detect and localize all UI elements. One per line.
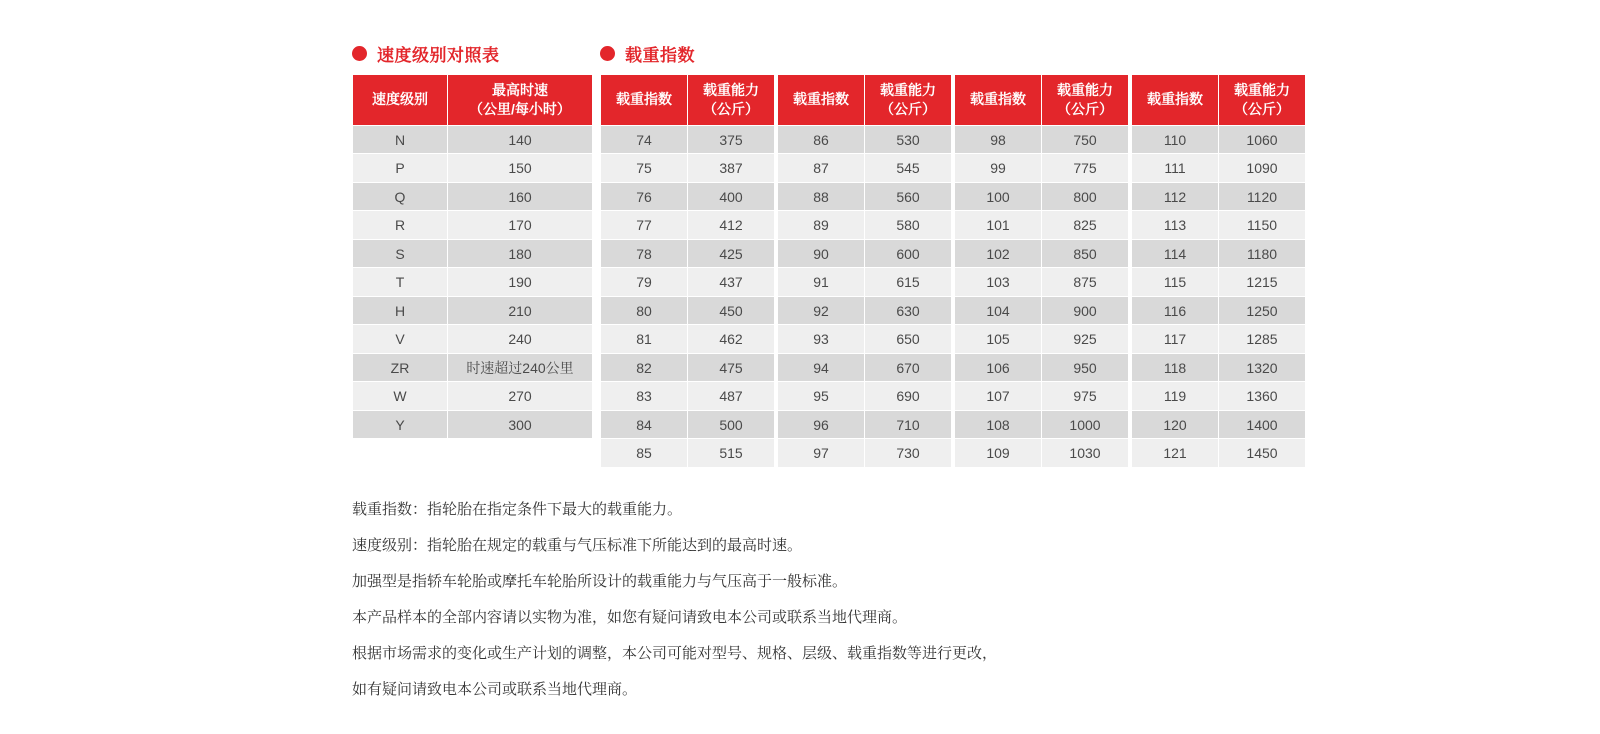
- load-capacity-cell: 462: [688, 325, 777, 354]
- load-capacity-cell: 710: [865, 410, 954, 439]
- load-index-cell: 77: [601, 211, 688, 240]
- load-index-table-body: [601, 125, 1306, 467]
- table-header-row: [601, 75, 1306, 126]
- table-row: [601, 268, 1306, 297]
- max-speed-cell: 190: [448, 268, 593, 297]
- load-capacity-cell: 775: [1042, 154, 1131, 183]
- load-index-cell: 101: [953, 211, 1042, 240]
- load-index-cell: 110: [1130, 125, 1219, 154]
- table-row: [601, 439, 1306, 468]
- speed-grade-cell: N: [353, 125, 448, 154]
- column-header-line2: （公斤）: [880, 100, 936, 117]
- table-row: [601, 410, 1306, 439]
- column-header-load-index: [776, 75, 865, 126]
- load-index-cell: 84: [601, 410, 688, 439]
- load-index-cell: 97: [776, 439, 865, 468]
- column-header-line1: 速度级别: [372, 91, 428, 108]
- load-index-cell: 92: [776, 296, 865, 325]
- load-capacity-cell: 545: [865, 154, 954, 183]
- table-row: [601, 353, 1306, 382]
- load-index-cell: 107: [953, 382, 1042, 411]
- load-index-cell: 100: [953, 182, 1042, 211]
- load-index-cell: 80: [601, 296, 688, 325]
- notes-block: [352, 500, 1172, 716]
- max-speed-cell: 210: [448, 296, 593, 325]
- load-capacity-cell: 580: [865, 211, 954, 240]
- load-capacity-cell: 1090: [1219, 154, 1306, 183]
- max-speed-cell: 300: [448, 410, 593, 439]
- load-capacity-cell: 750: [1042, 125, 1131, 154]
- load-capacity-cell: 875: [1042, 268, 1131, 297]
- column-header-line1: 载重指数: [616, 91, 672, 108]
- table-row: [353, 211, 593, 240]
- load-capacity-cell: 1400: [1219, 410, 1306, 439]
- table-row: [601, 125, 1306, 154]
- column-header-line2: （公斤）: [703, 100, 759, 117]
- load-index-cell: 81: [601, 325, 688, 354]
- load-index-section-heading: [600, 41, 695, 66]
- column-header-load-index: [601, 75, 688, 126]
- column-header-load-index: [1130, 75, 1219, 126]
- load-capacity-cell: 730: [865, 439, 954, 468]
- load-index-cell: 115: [1130, 268, 1219, 297]
- table-row: [353, 125, 593, 154]
- load-index-cell: 106: [953, 353, 1042, 382]
- load-capacity-cell: 925: [1042, 325, 1131, 354]
- table-row: [601, 182, 1306, 211]
- load-index-cell: 93: [776, 325, 865, 354]
- table-row: [353, 410, 593, 439]
- load-capacity-cell: 1060: [1219, 125, 1306, 154]
- column-header-line1: 载重指数: [793, 91, 849, 108]
- note-line: 如有疑问请致电本公司或联系当地代理商。: [352, 681, 638, 698]
- column-header-line1: 最高时速: [492, 82, 548, 98]
- max-speed-cell: 160: [448, 182, 593, 211]
- load-index-cell: 111: [1130, 154, 1219, 183]
- max-speed-cell: 150: [448, 154, 593, 183]
- note-line: 根据市场需求的变化或生产计划的调整，本公司可能对型号、规格、层级、载重指数等进行更改，: [352, 645, 998, 662]
- column-header-load-capacity: [688, 75, 777, 126]
- load-index-cell: 112: [1130, 182, 1219, 211]
- load-index-cell: 94: [776, 353, 865, 382]
- load-capacity-cell: 560: [865, 182, 954, 211]
- load-capacity-cell: 690: [865, 382, 954, 411]
- load-capacity-cell: 425: [688, 239, 777, 268]
- column-header-load-capacity: [1042, 75, 1131, 126]
- table-row: [353, 325, 593, 354]
- speed-grade-cell: P: [353, 154, 448, 183]
- load-index-cell: 75: [601, 154, 688, 183]
- load-capacity-cell: 1250: [1219, 296, 1306, 325]
- speed-grade-cell: Y: [353, 410, 448, 439]
- load-capacity-cell: 475: [688, 353, 777, 382]
- column-header-line1: 载重能力: [1057, 82, 1113, 98]
- load-index-cell: 78: [601, 239, 688, 268]
- speed-grade-cell: R: [353, 211, 448, 240]
- column-header-line2: （公斤）: [1234, 100, 1290, 117]
- max-speed-cell: 时速超过240公里: [448, 353, 593, 382]
- note-line: 载重指数：指轮胎在指定条件下最大的载重能力。: [352, 501, 683, 518]
- load-index-cell: 103: [953, 268, 1042, 297]
- load-index-cell: 76: [601, 182, 688, 211]
- speed-grade-table-body: [353, 125, 593, 439]
- table-row: [353, 182, 593, 211]
- load-capacity-cell: 630: [865, 296, 954, 325]
- bullet-dot-icon: [352, 46, 367, 61]
- load-index-cell: 113: [1130, 211, 1219, 240]
- load-capacity-cell: 615: [865, 268, 954, 297]
- load-capacity-cell: 1215: [1219, 268, 1306, 297]
- load-capacity-cell: 850: [1042, 239, 1131, 268]
- table-header-row: [353, 75, 593, 126]
- load-capacity-cell: 515: [688, 439, 777, 468]
- table-row: [601, 154, 1306, 183]
- speed-grade-table-head: [353, 75, 593, 126]
- load-capacity-cell: 975: [1042, 382, 1131, 411]
- column-header-line1: 载重指数: [970, 91, 1026, 108]
- load-index-cell: 90: [776, 239, 865, 268]
- max-speed-cell: 180: [448, 239, 593, 268]
- load-index-cell: 89: [776, 211, 865, 240]
- speed-grade-cell: S: [353, 239, 448, 268]
- table-row: [601, 296, 1306, 325]
- max-speed-cell: 140: [448, 125, 593, 154]
- table-row: [601, 382, 1306, 411]
- column-header-load-index: [953, 75, 1042, 126]
- load-capacity-cell: 950: [1042, 353, 1131, 382]
- column-header-line2: （公斤）: [1057, 100, 1113, 117]
- load-capacity-cell: 530: [865, 125, 954, 154]
- load-capacity-cell: 600: [865, 239, 954, 268]
- load-index-cell: 95: [776, 382, 865, 411]
- speed-grade-cell: W: [353, 382, 448, 411]
- speed-grade-cell: ZR: [353, 353, 448, 382]
- column-header-line2: （公里/每小时）: [469, 100, 571, 117]
- load-capacity-cell: 375: [688, 125, 777, 154]
- table-row: [601, 325, 1306, 354]
- load-index-cell: 98: [953, 125, 1042, 154]
- bullet-dot-icon: [600, 46, 615, 61]
- load-capacity-cell: 800: [1042, 182, 1131, 211]
- load-capacity-cell: 387: [688, 154, 777, 183]
- load-index-table: [600, 74, 1306, 468]
- speed-grade-table: [352, 74, 593, 439]
- table-row: [353, 268, 593, 297]
- load-capacity-cell: 1000: [1042, 410, 1131, 439]
- speed-grade-heading-label: 速度级别对照表: [377, 46, 500, 65]
- load-capacity-cell: 412: [688, 211, 777, 240]
- column-header-line1: 载重能力: [703, 82, 759, 98]
- load-capacity-cell: 1450: [1219, 439, 1306, 468]
- table-row: [353, 239, 593, 268]
- column-header-load-capacity: [1219, 75, 1306, 126]
- load-index-cell: 87: [776, 154, 865, 183]
- load-index-cell: 82: [601, 353, 688, 382]
- table-row: [353, 296, 593, 325]
- load-index-heading-label: 载重指数: [625, 46, 695, 65]
- load-capacity-cell: 670: [865, 353, 954, 382]
- table-row: [601, 211, 1306, 240]
- load-index-cell: 102: [953, 239, 1042, 268]
- speed-grade-cell: T: [353, 268, 448, 297]
- load-index-cell: 121: [1130, 439, 1219, 468]
- load-index-cell: 120: [1130, 410, 1219, 439]
- column-header-line1: 载重能力: [880, 82, 936, 98]
- load-index-cell: 116: [1130, 296, 1219, 325]
- speed-grade-section-heading: [352, 41, 500, 66]
- column-header-line1: 载重指数: [1147, 91, 1203, 108]
- load-index-cell: 86: [776, 125, 865, 154]
- max-speed-cell: 270: [448, 382, 593, 411]
- load-capacity-cell: 650: [865, 325, 954, 354]
- note-line: 加强型是指轿车轮胎或摩托车轮胎所设计的载重能力与气压高于一般标准。: [352, 573, 848, 590]
- load-index-cell: 119: [1130, 382, 1219, 411]
- load-index-cell: 117: [1130, 325, 1219, 354]
- load-index-cell: 79: [601, 268, 688, 297]
- column-header-line1: 载重能力: [1234, 82, 1290, 98]
- max-speed-cell: 240: [448, 325, 593, 354]
- table-row: [353, 353, 593, 382]
- load-index-cell: 99: [953, 154, 1042, 183]
- load-capacity-cell: 1030: [1042, 439, 1131, 468]
- load-capacity-cell: 500: [688, 410, 777, 439]
- table-row: [353, 154, 593, 183]
- load-capacity-cell: 437: [688, 268, 777, 297]
- load-capacity-cell: 450: [688, 296, 777, 325]
- load-index-cell: 88: [776, 182, 865, 211]
- load-capacity-cell: 1285: [1219, 325, 1306, 354]
- table-row: [353, 382, 593, 411]
- load-capacity-cell: 900: [1042, 296, 1131, 325]
- load-index-cell: 118: [1130, 353, 1219, 382]
- load-capacity-cell: 825: [1042, 211, 1131, 240]
- load-capacity-cell: 1150: [1219, 211, 1306, 240]
- load-index-table-head: [601, 75, 1306, 126]
- load-index-cell: 104: [953, 296, 1042, 325]
- load-index-cell: 85: [601, 439, 688, 468]
- load-index-cell: 105: [953, 325, 1042, 354]
- speed-grade-cell: H: [353, 296, 448, 325]
- max-speed-cell: 170: [448, 211, 593, 240]
- speed-grade-cell: V: [353, 325, 448, 354]
- speed-grade-cell: Q: [353, 182, 448, 211]
- load-index-cell: 109: [953, 439, 1042, 468]
- column-header-speed-grade: [353, 75, 448, 126]
- load-index-cell: 108: [953, 410, 1042, 439]
- load-index-cell: 83: [601, 382, 688, 411]
- column-header-max-speed: [448, 75, 593, 126]
- load-index-cell: 74: [601, 125, 688, 154]
- load-index-cell: 96: [776, 410, 865, 439]
- note-line: 本产品样本的全部内容请以实物为准，如您有疑问请致电本公司或联系当地代理商。: [352, 609, 908, 626]
- load-index-cell: 114: [1130, 239, 1219, 268]
- load-capacity-cell: 400: [688, 182, 777, 211]
- load-capacity-cell: 1120: [1219, 182, 1306, 211]
- load-capacity-cell: 487: [688, 382, 777, 411]
- note-line: 速度级别：指轮胎在规定的载重与气压标准下所能达到的最高时速。: [352, 537, 803, 554]
- table-row: [601, 239, 1306, 268]
- load-index-cell: 91: [776, 268, 865, 297]
- load-capacity-cell: 1320: [1219, 353, 1306, 382]
- load-capacity-cell: 1360: [1219, 382, 1306, 411]
- load-capacity-cell: 1180: [1219, 239, 1306, 268]
- column-header-load-capacity: [865, 75, 954, 126]
